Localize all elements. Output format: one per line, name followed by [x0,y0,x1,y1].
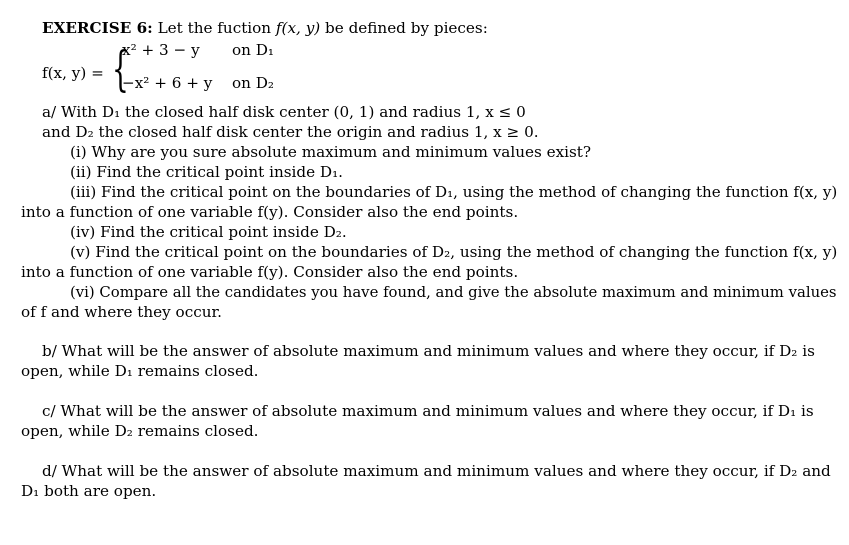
exercise-label: EXERCISE 6: [42,19,153,37]
part-c-line2: open, while D₂ remains closed. [21,422,259,440]
exercise-function: f(x, y) [275,19,321,37]
question-iii-line2: into a function of one variable f(y). Consider also the end points. [21,203,519,221]
exercise-title [42,18,488,38]
exercise-intro: Let the fuction [157,19,272,37]
question-v-line1: (v) Find the critical point on the boundaries of D₂, using the method of changing the function f(x, y) [70,243,838,261]
part-d-line2: D₁ both are open. [21,482,157,500]
question-iii-line1: (iii) Find the critical point on the boundaries of D₁, using the method of changing the function f(x, y) [70,183,838,201]
part-b-line1: b/ What will be the answer of absolute maximum and minimum values and where they occur, if D₂ is [42,342,815,360]
question-vi-line2: of f and where they occur. [21,303,222,321]
part-b-line2: open, while D₁ remains closed. [21,362,259,380]
part-a-line1: a/ With D₁ the closed half disk center (0, 1) and radius 1, x ≤ 0 [42,103,526,121]
question-ii: (ii) Find the critical point inside D₁. [70,163,344,181]
question-i: (i) Why are you sure absolute maximum and minimum values exist? [70,143,592,161]
part-c-line1: c/ What will be the answer of absolute maximum and minimum values and where they occur, if D₁ is [42,402,814,420]
question-vi-line1: (vi) Compare all the candidates you have found, and give the absolute maximum and minimum values [70,283,837,301]
definition-lhs: f(x, y) = [42,64,104,82]
case1-expression: x² + 3 − y [122,41,200,59]
case1-condition: on D₁ [232,41,275,59]
part-d-line1: d/ What will be the answer of absolute maximum and minimum values and where they occur, if D₂ and [42,462,831,480]
left-brace-icon: { [112,41,129,97]
case2-expression: −x² + 6 + y [122,74,213,92]
exercise-intro-end: be defined by pieces: [325,19,488,37]
case2-condition: on D₂ [232,74,275,92]
part-a-line2: and D₂ the closed half disk center the origin and radius 1, x ≥ 0. [42,123,539,141]
question-iv: (iv) Find the critical point inside D₂. [70,223,347,241]
question-v-line2: into a function of one variable f(y). Consider also the end points. [21,263,519,281]
